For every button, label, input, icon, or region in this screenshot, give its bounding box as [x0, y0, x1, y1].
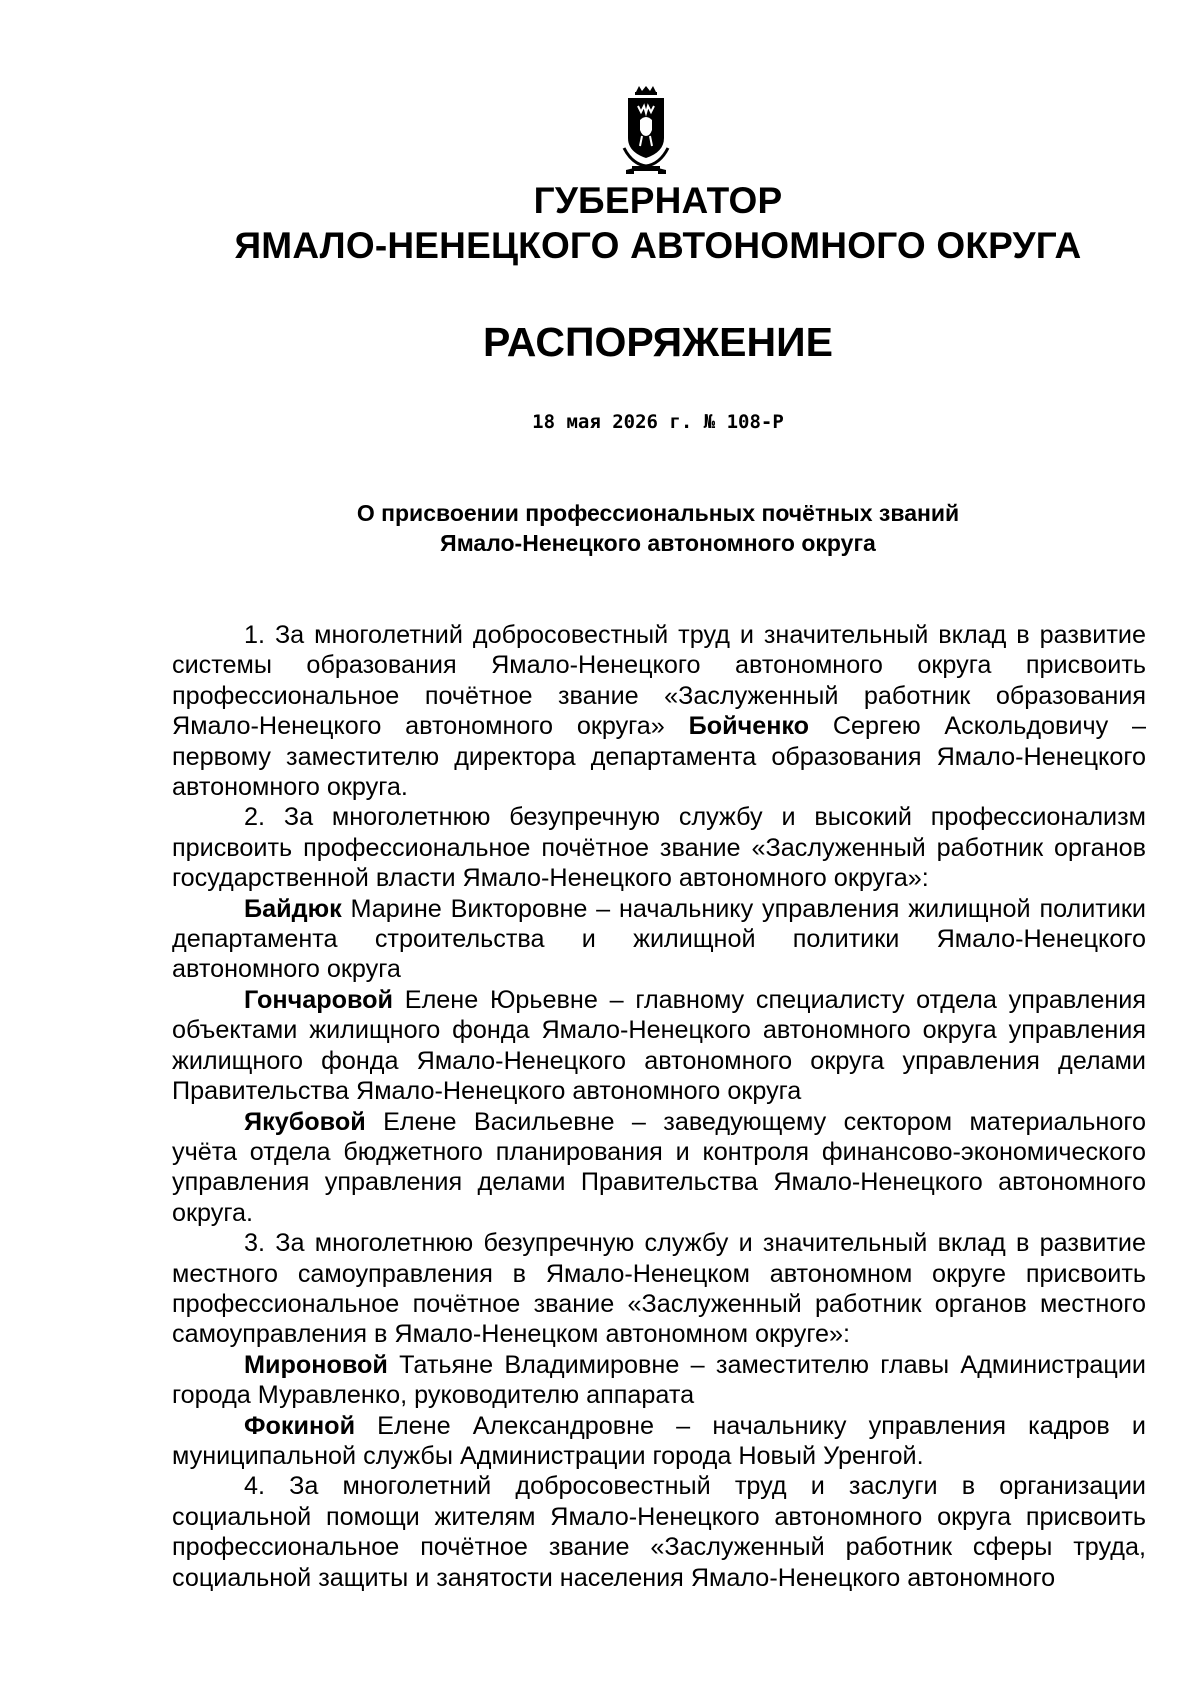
paragraph-2: 2. За многолетнюю безупречную службу и высокий профессионализм присвоить профессиональное почётное звание «Заслуженный работник органов государственной власти Ямало-Ненецкого автономного округа»:: [172, 803, 1146, 893]
person-name: Бойченко: [688, 712, 810, 741]
region-title: ЯМАЛО-НЕНЕЦКОГО АВТОНОМНОГО ОКРУГА: [234, 225, 1082, 266]
award-recipient: Гончаровой Елене Юрьевне – главному специалисту отдела управления объектами жилищного фонда Ямало-Ненецкого автономного округа управления жилищного фонда Ямало-Ненецкого автономного округа управления делами Правительства Ямало-Ненецкого автономного округа: [172, 985, 1146, 1106]
document-type: РАСПОРЯЖЕНИЕ: [483, 319, 833, 365]
person-name: Мироновой: [244, 1350, 388, 1379]
person-name: Якубовой: [244, 1107, 366, 1136]
person-name: Гончаровой: [244, 985, 394, 1014]
date-and-number: 18 мая 2026 г. № 108-Р: [532, 411, 784, 433]
person-name: Фокиной: [244, 1411, 356, 1440]
document-body: [172, 620, 1146, 1593]
award-recipient: Мироновой Татьяне Владимировне – заместителю главы Администрации города Муравленко, руководителю аппарата: [172, 1350, 1146, 1410]
person-name: Байдюк: [244, 894, 342, 923]
coat-of-arms-icon: [622, 86, 670, 176]
governor-title: ГУБЕРНАТОР: [533, 180, 783, 221]
paragraph-1: 1. За многолетний добросовестный труд и значительный вклад в развитие системы образования Ямало-Ненецкого автономного округа присвоить профессиональное почётное звание «Заслуженный работник образования Ямало-Ненецкого автономного округа» Бойченко Сергею Аскольдовичу – первому заместителю директора департамента образования Ямало-Ненецкого автономного округа.: [172, 621, 1146, 802]
paragraph-3: 3. За многолетнюю безупречную службу и значительный вклад в развитие местного самоуправления в Ямало-Ненецком автономном округе присвоить профессиональное почётное звание «Заслуженный работник органов местного самоуправления в Ямало-Ненецком автономном округе»:: [172, 1229, 1146, 1349]
document-subject: [58, 498, 1200, 558]
subject-line-2: Ямало-Ненецкого автономного округа: [440, 530, 876, 556]
paragraph-4: 4. За многолетний добросовестный труд и заслуги в организации социальной помощи жителям Ямало-Ненецкого автономного округа присвоить профессиональное почётное звание «Заслуженный работник сферы труда, социальной защиты и занятости населения Ямало-Ненецкого автономного: [172, 1472, 1146, 1592]
award-recipient: Якубовой Елене Васильевне – заведующему сектором материального учёта отдела бюджетного планирования и контроля финансово-экономического управления управления делами Правительства Ямало-Ненецкого автономного округа.: [172, 1107, 1146, 1227]
award-recipient: Байдюк Марине Викторовне – начальнику управления жилищной политики департамента строительства и жилищной политики Ямало-Ненецкого автономного округа: [172, 894, 1146, 984]
subject-line-1: О присвоении профессиональных почётных званий: [356, 500, 960, 526]
award-recipient: Фокиной Елене Александровне – начальнику управления кадров и муниципальной службы Администрации города Новый Уренгой.: [172, 1411, 1146, 1470]
